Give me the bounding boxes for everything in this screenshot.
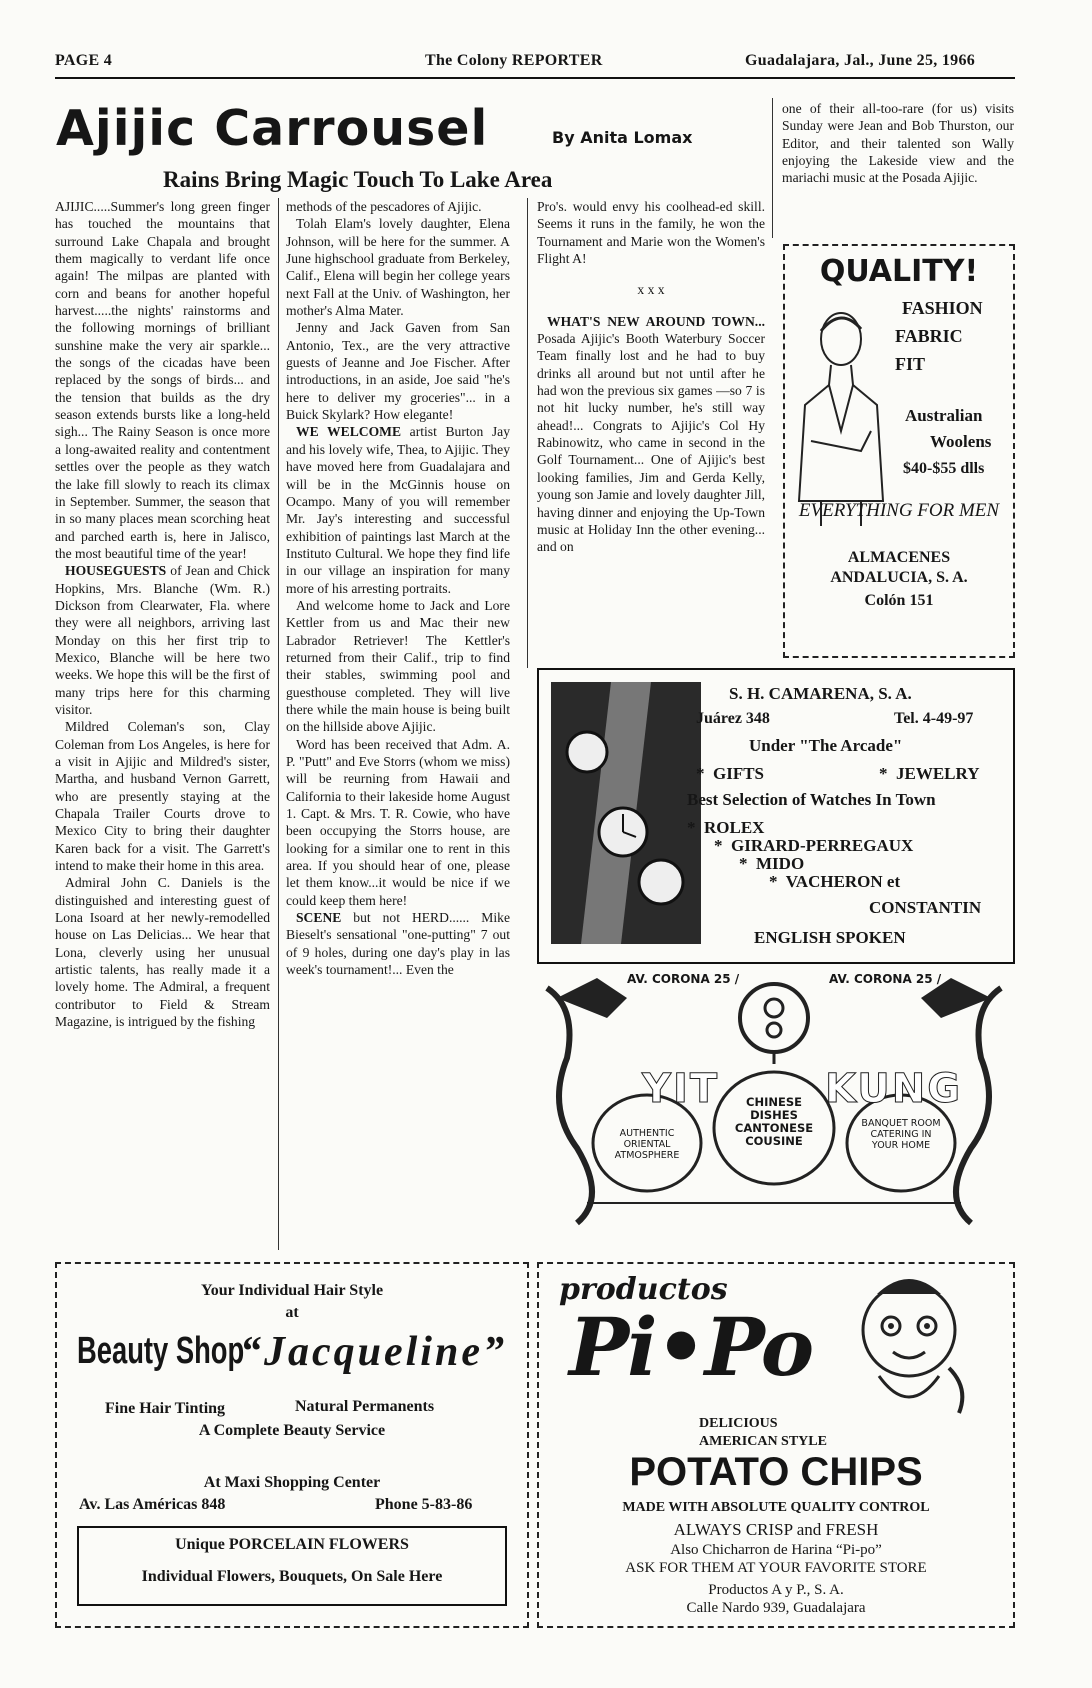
paragraph-coleman: Mildred Coleman's son, Clay Coleman from Los Angeles, is here for a visit in Ajijic and Mildred's sister, Martha, and husband Vernon Garrett, who are presently staying at the Chapala Trailer Courts drove to Mexico City to bring their daughter Karen back for a visit. The Garrett's intend to make their home in this area. <box>55 719 270 874</box>
service-complete: A Complete Beauty Service <box>198 1422 386 1439</box>
beauty-shop-name: Beauty Shop <box>77 1330 245 1372</box>
paragraph-houseguests: of Jean and Chick Hopkins, Mrs. Blanche (Wm. R.) Dickson from Clearwater, Fla. where they were all neighbors, arriving last Monday on this her first trip to Mexico, Blanche will be here two weeks. We hope this will be the first of many trips here for this charming visitor. <box>55 563 270 717</box>
quality-ad <box>783 244 1015 658</box>
australian-label: Australian <box>905 406 983 425</box>
yit-kung-ad <box>537 968 1011 1230</box>
column-divider <box>772 98 773 238</box>
porcelain-flowers-box <box>77 1526 507 1606</box>
camarena-street: Juárez 348 <box>696 710 770 727</box>
lantern-right-text: BANQUET ROOM CATERING IN YOUR HOME <box>861 1118 941 1151</box>
beauty-location: At Maxi Shopping Center <box>203 1474 381 1491</box>
star-icon: * <box>879 764 888 783</box>
address-left: AV. CORONA 25 / <box>627 972 740 986</box>
headline: Rains Bring Magic Touch To Lake Area <box>163 167 553 192</box>
column-title: Ajijic Carrousel <box>56 100 489 157</box>
lantern-center-text: CHINESE DISHES CANTONESE COUSINE <box>734 1095 814 1148</box>
beauty-shop-brand: “Jacqueline” <box>240 1329 507 1375</box>
brand-vacheron: VACHERON et <box>785 872 901 891</box>
pipo-ad <box>537 1262 1015 1628</box>
column-divider <box>527 198 528 668</box>
name-right: KUNG <box>825 1066 963 1112</box>
article-column-1 <box>55 198 270 1250</box>
paragraph-jay: artist Burton Jay and his lovely wife, Thea, to Ajijic. They have moved here from Guadalajara and will be in the McGinnis house on Ocampo. Many of you will remember Mr. Jay's interesting and successful exhibition of paintings last March at the Instituto Cultural. We hope they find life in our village an inspiration for many more of his arresting portraits. <box>286 424 510 596</box>
paragraph-gaven: Jenny and Jack Gaven from San Antonio, Tex., are the very attractive guests of Jeanne and Joe Fischer. After introductions, in an aside, Joe said "he's here to deliver my groceries"... in a Buick Skylark? How elegante! <box>286 320 510 423</box>
star-icon: * <box>769 872 778 891</box>
watches-illustration <box>551 682 701 944</box>
porcelain-subtitle: Individual Flowers, Bouquets, On Sale Here <box>141 1568 443 1585</box>
woolens-label: Woolens <box>930 432 992 451</box>
fashion-label: FASHION <box>902 298 983 318</box>
jewelry-label: JEWELRY <box>896 764 980 783</box>
section-separator: x x x <box>637 282 665 298</box>
productos-label: productos <box>559 1272 728 1307</box>
beauty-phone: Phone 5-83-86 <box>375 1496 473 1513</box>
address-right: AV. CORONA 25 / <box>829 972 942 986</box>
pipo-brand: Pi•Po <box>569 1300 813 1394</box>
american-style-label: AMERICAN STYLE <box>699 1434 827 1449</box>
camarena-ad <box>537 668 1015 964</box>
store-address: Colón 151 <box>864 592 934 609</box>
star-icon: * <box>714 836 723 855</box>
paragraph-elam: Tolah Elam's lovely daughter, Elena Johnson, will be here for the summer. A June highschool graduate from Berkeley, Calif., Elena will begin her college years next Fall at the Univ. of Washington, her mother's Alma Mater. <box>286 216 510 319</box>
article-column-2 <box>286 198 510 1250</box>
paragraph-intro: AJIJIC.....Summer's long green finger has touched the mountains that surround Lake Chapala and brought them magically to verdant life once again! The milpas are planted with corn and beans for another hopeful harvest.....the nights' rainstorms and the following mornings of brilliant sunshine make the very air sparkle... the songs of the cicadas have been replaced by the songs of birds... and the tension that builds as the dry season extends bursts like a long-held sigh... The Rainy Season is once more a long-awaited reality and contentment settles over the people as they watch the lake fill slowly to reach its climax in September. Summer, the season that in so many places mean scorching heat and parched earth is, here in Jalisco, the most beautiful time of the year! <box>55 199 270 561</box>
camarena-name: S. H. CAMARENA, S. A. <box>729 684 912 703</box>
name-left: YIT <box>642 1066 720 1112</box>
byline: By Anita Lomax <box>552 128 693 147</box>
lantern-left-text: AUTHENTIC ORIENTAL ATMOSPHERE <box>614 1128 680 1161</box>
page-number: PAGE 4 <box>55 52 113 69</box>
beauty-address: Av. Las Américas 848 <box>79 1496 226 1513</box>
dateline: Guadalajara, Jal., June 25, 1966 <box>745 52 976 69</box>
company-line: Productos A y P., S. A. <box>708 1582 844 1598</box>
paper-name: The Colony REPORTER <box>425 52 603 69</box>
crisp-fresh-line: ALWAYS CRISP and FRESH <box>673 1520 879 1539</box>
delicious-label: DELICIOUS <box>699 1416 778 1431</box>
chicharron-line: Also Chicharron de Harina “Pi-po” <box>670 1542 882 1558</box>
beauty-intro: Your Individual Hair Style <box>200 1282 384 1299</box>
star-icon: * <box>739 854 748 873</box>
column-divider <box>278 198 279 1250</box>
masthead-rule <box>55 77 1015 79</box>
paragraph-pros: Pro's. would envy his coolhead-ed skill. Seems it runs in the family, he won the Tournament and Marie won the Women's Flight A! <box>537 199 765 267</box>
best-selection: Best Selection of Watches In Town <box>687 790 936 809</box>
camarena-tel: Tel. 4-49-97 <box>894 710 974 727</box>
scene-lead: SCENE <box>296 910 342 926</box>
man-in-suit-illustration <box>791 301 891 531</box>
paragraph-storrs: Word has been received that Adm. A. P. "Putt" and Eve Storrs (whom we miss) will be reurning from Hawaii and California to their lakeside home August 1. Capt. & Mrs. T. R. Cowie, who have been occupying the Storrs house, are looking for a similar one to rent in this area. If you should hear of one, please let them know...it would be nice if we could keep them here! <box>286 736 510 908</box>
paragraph-thurston: one of their all-too-rare (for us) visits Sunday were Jean and Bob Thurston, our Editor, and their talented son Wally enjoying the Lakeside view and the mariachi music at the Posada Ajijic. <box>782 101 1014 186</box>
brand-constantin: CONSTANTIN <box>869 898 982 917</box>
price-label: $40-$55 dlls <box>903 460 985 477</box>
paragraph-scene: but not HERD...... Mike Bieselt's sensational "one-putting" 7 out of 9 holes, during one day's play in las week's tournament!... Even the <box>286 910 510 978</box>
paragraph-whats-new: Posada Ajijic's Booth Waterbury Soccer Team finally lost and he had to buy drinks all around but not until after he had won the previous six games —so 7 is not hit lucky number, he's still way ahead!... Congrats to Ajijic's Col Hy Rabinowitz, who came in second in the Golf Tournament... One of Ajijic's best looking families, Jim and Gerda Kelly, young son Jamie and lovely daughter Jill, having dinner and enjoying the Up-Town music at Holiday Inn the other evening... and on <box>537 331 765 555</box>
english-spoken: ENGLISH SPOKEN <box>754 928 906 947</box>
star-icon: * <box>696 764 705 783</box>
paragraph-daniels: Admiral John C. Daniels is the distinguished and interesting guest of Lona Isoard at her newly-remodelled house on Las Delicias... We hear that Lona, cleverly using her unusual artistic talents, has really made it a lovely home. The Admiral, a frequent contributor to Field & Stream Magazine, is intrigued by the fishing <box>55 875 270 1030</box>
tagline: EVERYTHING FOR MEN <box>798 500 1000 521</box>
brand-girard: GIRARD-PERREGAUX <box>731 836 914 855</box>
store-name: ALMACENES ANDALUCIA, S. A. <box>830 549 968 586</box>
beauty-at: at <box>285 1304 299 1321</box>
brand-rolex: ROLEX <box>704 818 765 837</box>
tiger-mascot-icon <box>839 1268 979 1420</box>
company-address-line: Calle Nardo 939, Guadalajara <box>686 1600 866 1616</box>
ask-line: ASK FOR THEM AT YOUR FAVORITE STORE <box>625 1560 927 1576</box>
paragraph-kettler: And welcome home to Jack and Lore Kettler from us and Mac their new Labrador Retriever! The Kettler's returned from their Calif., trip to find their stables, swimming pool and guesthouse completed. They will live there while the main house is being built on the hillside above Ajijic. <box>286 597 510 735</box>
star-icon: * <box>687 818 696 837</box>
article-column-4 <box>782 100 1014 230</box>
whats-new-lead: WHAT'S NEW AROUND TOWN... <box>547 313 765 329</box>
gifts-label: GIFTS <box>713 764 765 783</box>
quality-title: QUALITY! <box>819 254 979 289</box>
service-permanents: Natural Permanents <box>295 1398 435 1415</box>
beauty-shop-ad <box>55 1262 529 1628</box>
brand-mido: MIDO <box>756 854 805 873</box>
camarena-under: Under "The Arcade" <box>749 736 903 755</box>
paragraph-methods: methods of the pescadores of Ajijic. <box>286 199 482 214</box>
service-tinting: Fine Hair Tinting <box>105 1400 226 1417</box>
welcome-lead: WE WELCOME <box>296 424 402 440</box>
article-column-3 <box>537 198 765 668</box>
quality-control-line: MADE WITH ABSOLUTE QUALITY CONTROL <box>622 1500 930 1515</box>
potato-chips-title: POTATO CHIPS <box>629 1450 923 1494</box>
fabric-label: FABRIC <box>895 326 963 346</box>
houseguests-lead: HOUSEGUESTS <box>65 563 167 579</box>
fit-label: FIT <box>895 354 926 374</box>
porcelain-title: Unique PORCELAIN FLOWERS <box>175 1536 409 1553</box>
